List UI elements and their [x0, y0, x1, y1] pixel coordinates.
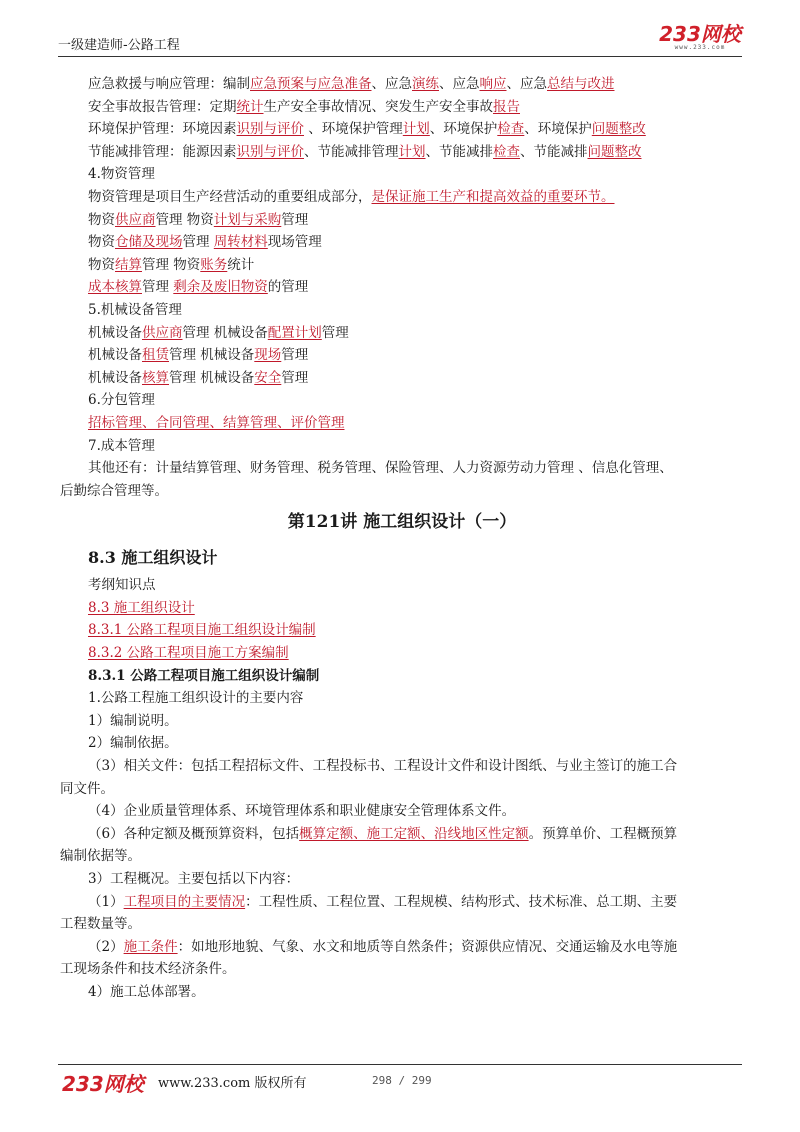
- text-line: 安全事故报告管理：定期统计生产安全事故情况、突发生产安全事故报告: [88, 98, 520, 115]
- text-line: 招标管理、合同管理、结算管理、评价管理: [88, 414, 345, 431]
- text-line: （3）相关文件：包括工程招标文件、工程投标书、工程设计文件和设计图纸、与业主签订的施工合: [88, 758, 678, 775]
- text-line: 同文件。: [60, 780, 114, 797]
- text-line: 物资仓储及现场管理 周转材料现场管理: [88, 234, 322, 251]
- lecture-title: 第121讲 施工组织设计（一）: [287, 512, 517, 533]
- text-line: 物资供应商管理 物资计划与采购管理: [88, 211, 309, 228]
- text-line: 环境保护管理：环境因素识别与评价 、环境保护管理计划、环境保护检查、环境保护问题整改: [88, 121, 646, 138]
- text-line: 后勤综合管理等。: [60, 482, 168, 499]
- text-line: 工现场条件和技术经济条件。: [60, 961, 236, 978]
- text-line: （1）工程项目的主要情况：工程性质、工程位置、工程规模、结构形式、技术标准、总工期、主要: [88, 893, 678, 910]
- text-line: 1）编制说明。: [88, 712, 178, 729]
- text-line: 考纲知识点: [88, 577, 156, 594]
- text-line: 1.公路工程施工组织设计的主要内容: [88, 690, 304, 707]
- footer-copyright: www.233.com 版权所有: [158, 1076, 307, 1091]
- text-line: 4）施工总体部署。: [88, 983, 205, 1000]
- text-line: 编制依据等。: [60, 848, 141, 865]
- text-line: 工程数量等。: [60, 916, 141, 933]
- text-line: 机械设备供应商管理 机械设备配置计划管理: [88, 324, 349, 341]
- text-line: 节能减排管理：能源因素识别与评价、节能减排管理计划、节能减排检查、节能减排问题整改: [88, 143, 642, 160]
- section-heading: 8.3 施工组织设计: [88, 548, 218, 568]
- header-title: 一级建造师-公路工程: [58, 38, 180, 53]
- footer-logo: 233网校: [62, 1072, 144, 1096]
- toc-link[interactable]: 8.3.2 公路工程项目施工方案编制: [88, 645, 289, 662]
- text-line: （4）企业质量管理体系、环境管理体系和职业健康安全管理体系文件。: [88, 803, 516, 820]
- logo-text: 233网校: [659, 22, 741, 46]
- logo-url: www.233.com: [674, 44, 726, 51]
- subheading: 4.物资管理: [88, 166, 155, 183]
- text-line: 其他还有：计量结算管理、财务管理、税务管理、保险管理、人力资源劳动力管理 、信息化管理、: [88, 460, 673, 477]
- page-number: 298 / 299: [372, 1074, 432, 1087]
- footer-divider: [58, 1064, 742, 1065]
- text-line: 物资管理是项目生产经营活动的重要组成部分，是保证施工生产和提高效益的重要环节。: [88, 188, 615, 205]
- subheading: 6.分包管理: [88, 392, 155, 409]
- text-line: （2）施工条件：如地形地貌、气象、水文和地质等自然条件；资源供应情况、交通运输及水电等施: [88, 938, 678, 955]
- toc-link[interactable]: 8.3 施工组织设计: [88, 599, 195, 616]
- text-line: 应急救援与响应管理：编制应急预案与应急准备、应急演练、应急响应、应急总结与改进: [88, 76, 615, 92]
- text-line: （6）各种定额及概预算资料，包括概算定额、施工定额、沿线地区性定额。预算单价、工程概预算: [88, 825, 678, 842]
- header-divider: [58, 56, 742, 57]
- text-line: 物资结算管理 物资账务统计: [88, 256, 255, 273]
- text-line: 机械设备核算管理 机械设备安全管理: [88, 369, 309, 386]
- document-body: [60, 73, 742, 1004]
- text-line: 成本核算管理 剩余及废旧物资的管理: [88, 279, 309, 296]
- text-line: 2）编制依据。: [88, 735, 178, 752]
- toc-link[interactable]: 8.3.1 公路工程项目施工组织设计编制: [88, 622, 316, 639]
- text-line: 3）工程概况。主要包括以下内容：: [88, 871, 300, 887]
- subheading: 5.机械设备管理: [88, 301, 182, 318]
- subsection-heading: 8.3.1 公路工程项目施工组织设计编制: [88, 667, 320, 684]
- subheading: 7.成本管理: [88, 437, 155, 454]
- text-line: 机械设备租赁管理 机械设备现场管理: [88, 347, 309, 364]
- brand-logo: [654, 24, 746, 51]
